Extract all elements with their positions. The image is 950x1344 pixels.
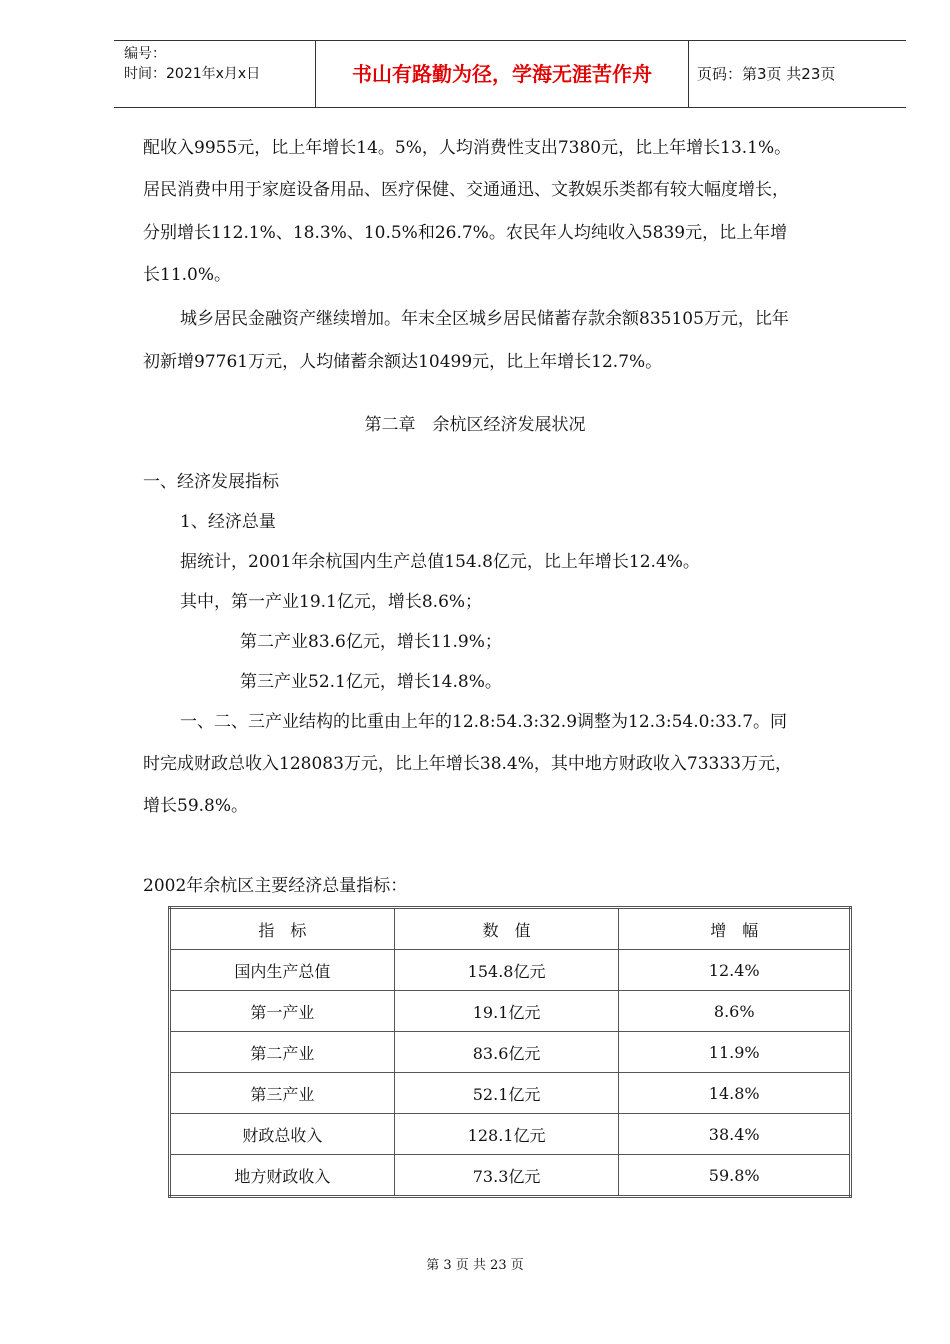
table-caption: 2002年余杭区主要经济总量指标：: [143, 876, 408, 896]
table-cell: 38.4%: [619, 1114, 851, 1155]
column-header: 数 值: [394, 908, 619, 950]
paragraph-line: 长11.0%。: [143, 265, 232, 285]
paragraph-line: 分别增长112.1%、18.3%、10.5%和26.7%。农民年人均纯收入5839元，比上年增: [143, 223, 788, 243]
table-row: [170, 1073, 851, 1114]
sub-heading: 1、经济总量: [180, 512, 276, 532]
column-header: 增 幅: [619, 908, 851, 950]
table-cell: 11.9%: [619, 1032, 851, 1073]
paragraph-line: 其中，第一产业19.1亿元，增长8.6%；: [180, 592, 483, 612]
document-time-label: 时间：2021年x月x日: [124, 66, 261, 82]
header-meta: [114, 41, 316, 107]
table-row: [170, 950, 851, 991]
table-cell: 19.1亿元: [394, 991, 619, 1032]
paragraph-line: 城乡居民金融资产继续增加。年末全区城乡居民储蓄存款余额835105万元，比年: [180, 309, 789, 329]
table-cell: 第二产业: [170, 1032, 395, 1073]
page-header: [114, 40, 906, 108]
table-cell: 59.8%: [619, 1155, 851, 1197]
paragraph-line: 据统计，2001年余杭国内生产总值154.8亿元，比上年增长12.4%。: [180, 552, 700, 572]
table-row: [170, 1032, 851, 1073]
paragraph-line: 第二产业83.6亿元，增长11.9%；: [240, 632, 502, 652]
header-page-info: 页码：第3页 共23页: [697, 65, 836, 83]
header-motto: 书山有路勤为径，学海无涯苦作舟: [316, 41, 689, 107]
table-row: [170, 991, 851, 1032]
table-cell: 73.3亿元: [394, 1155, 619, 1197]
table-cell: 128.1亿元: [394, 1114, 619, 1155]
table-header-row: [170, 908, 851, 950]
table-cell: 14.8%: [619, 1073, 851, 1114]
document-number-label: 编号：: [124, 46, 166, 62]
paragraph-line: 时完成财政总收入128083万元，比上年增长38.4%，其中地方财政收入73333万元，: [143, 754, 792, 774]
table-cell: 地方财政收入: [170, 1155, 395, 1197]
table-cell: 83.6亿元: [394, 1032, 619, 1073]
table-cell: 国内生产总值: [170, 950, 395, 991]
table-row: [170, 1114, 851, 1155]
table-cell: 12.4%: [619, 950, 851, 991]
paragraph-line: 配收入9955元，比上年增长14。5%，人均消费性支出7380元，比上年增长13.1%。: [143, 138, 792, 158]
table-cell: 8.6%: [619, 991, 851, 1032]
table-cell: 财政总收入: [170, 1114, 395, 1155]
table-cell: 52.1亿元: [394, 1073, 619, 1114]
table-cell: 第一产业: [170, 991, 395, 1032]
paragraph-line: 初新增97761万元，人均储蓄余额达10499元，比上年增长12.7%。: [143, 352, 663, 372]
table-row: [170, 1155, 851, 1197]
paragraph-line: 一、二、三产业结构的比重由上年的12.8:54.3:32.9调整为12.3:54.0:33.7。同: [180, 712, 788, 732]
economic-indicators-table: [168, 906, 852, 1198]
table-cell: 154.8亿元: [394, 950, 619, 991]
table-cell: 第三产业: [170, 1073, 395, 1114]
column-header: 指 标: [170, 908, 395, 950]
section-heading: 一、经济发展指标: [143, 472, 279, 492]
paragraph-line: 居民消费中用于家庭设备用品、医疗保健、交通通迅、文教娱乐类都有较大幅度增长，: [143, 180, 789, 200]
chapter-title: 第二章 余杭区经济发展状况: [364, 415, 586, 435]
paragraph-line: 增长59.8%。: [143, 796, 249, 816]
paragraph-line: 第三产业52.1亿元，增长14.8%。: [240, 672, 502, 692]
page-footer: 第 3 页 共 23 页: [426, 1258, 524, 1273]
